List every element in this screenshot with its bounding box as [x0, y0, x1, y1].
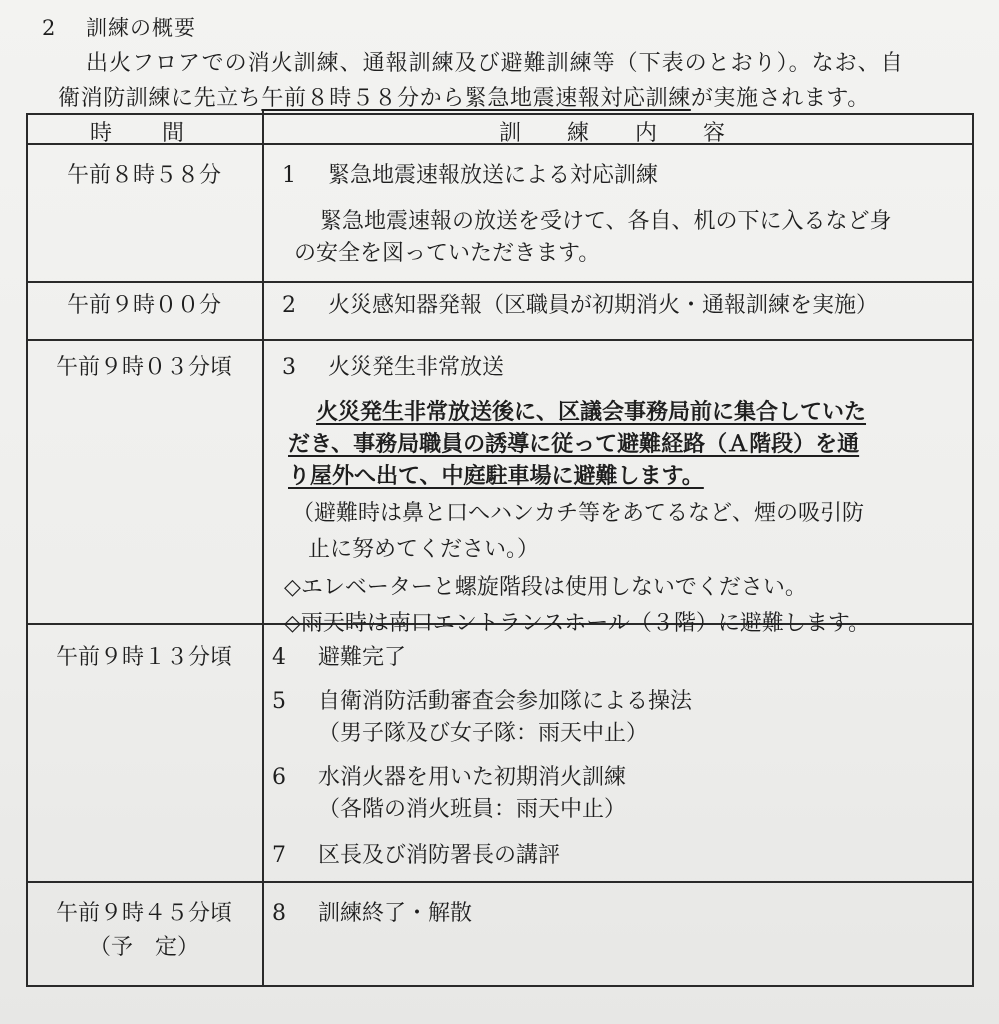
- row-3-note-2: 止に努めてください。）: [308, 537, 540, 562]
- row-3-emphasis-2: だき、事務局職員の誘導に従って避難経路（Ａ階段）を通: [288, 431, 860, 457]
- row-4-item-7: [270, 840, 970, 872]
- row-divider: [26, 281, 974, 283]
- item-title: 避難完了: [318, 645, 407, 670]
- section-heading: [42, 12, 196, 42]
- row-1-body-2: の安全を図っていただきます。: [294, 241, 601, 266]
- item-number: 4: [272, 645, 286, 670]
- row-1-content: [270, 160, 970, 270]
- row-1-item: [270, 160, 970, 192]
- row-divider: [26, 881, 974, 883]
- intro-line-2-post: が実施されます。: [690, 86, 870, 111]
- intro-line-1: 出火フロアでの消火訓練、通報訓練及び避難訓練等（下表のとおり）。なお、自: [86, 51, 904, 76]
- row-1-time: 午前８時５８分: [66, 163, 221, 188]
- section-number: 2: [42, 16, 57, 40]
- item-number: 2: [282, 293, 296, 318]
- row-2-content: [270, 290, 970, 322]
- item-title: 自衛消防活動審査会参加隊による操法: [318, 689, 693, 714]
- intro-line-2-pre: 衛消防訓練に先立ち: [58, 86, 262, 111]
- column-divider: [262, 111, 264, 987]
- row-3-content: [270, 352, 970, 640]
- item-number: 1: [282, 163, 296, 188]
- item-subnote: （各階の消火班員：雨天中止）: [318, 797, 627, 822]
- item-number: 8: [272, 901, 286, 926]
- row-4-item-4: [270, 642, 970, 674]
- intro-line-2-underlined: 午前８時５８分から緊急地震速報対応訓練: [261, 86, 691, 111]
- item-title: 水消火器を用いた初期消火訓練: [318, 765, 627, 790]
- intro-paragraph: [40, 46, 960, 116]
- row-3-item: [270, 352, 970, 384]
- row-4-content: [270, 642, 970, 872]
- item-title: 区長及び消防署長の講評: [318, 843, 561, 868]
- row-divider: [26, 339, 974, 341]
- item-number: 7: [272, 843, 286, 868]
- row-3-bullet-1: ◇エレベーターと螺旋階段は使用しないでください。: [284, 575, 807, 600]
- item-number: 6: [272, 765, 286, 790]
- item-title: 火災感知器発報（区職員が初期消火・通報訓練を実施）: [328, 293, 879, 318]
- row-5-time-note: （予 定）: [88, 935, 199, 960]
- intro-line-2: [40, 81, 960, 116]
- item-title: 緊急地震速報放送による対応訓練: [328, 163, 659, 188]
- item-subnote: （男子隊及び女子隊：雨天中止）: [318, 721, 649, 746]
- item-number: 3: [282, 355, 296, 380]
- header-time: 時 間: [89, 121, 198, 146]
- row-3-emphasis-3: り屋外へ出て、中庭駐車場に避難します。: [288, 463, 704, 489]
- row-3-bullet-2: ◇雨天時は南口エントランスホール（３階）に避難します。: [284, 611, 871, 636]
- row-4-time: 午前９時１３分頃: [55, 645, 232, 670]
- row-1-body-1: 緊急地震速報の放送を受けて、各自、机の下に入るなど身: [320, 209, 892, 234]
- row-3-time: 午前９時０３分頃: [55, 355, 232, 380]
- item-number: 5: [272, 689, 286, 714]
- item-title: 火災発生非常放送: [328, 355, 505, 380]
- row-4-item-5: [270, 686, 970, 718]
- row-5-time: 午前９時４５分頃: [55, 901, 232, 926]
- item-title: 訓練終了・解散: [318, 901, 473, 926]
- row-5-content: [270, 898, 970, 930]
- row-4-item-6: [270, 762, 970, 794]
- row-3-emphasis-1: 火災発生非常放送後に、区議会事務局前に集合していた: [316, 399, 867, 425]
- header-content: 訓 練 内 容: [498, 121, 737, 146]
- section-title: 訓練の概要: [86, 16, 196, 40]
- row-3-note-1: （避難時は鼻と口へハンカチ等をあてるなど、煙の吸引防: [292, 501, 865, 526]
- row-2-time: 午前９時００分: [66, 293, 221, 318]
